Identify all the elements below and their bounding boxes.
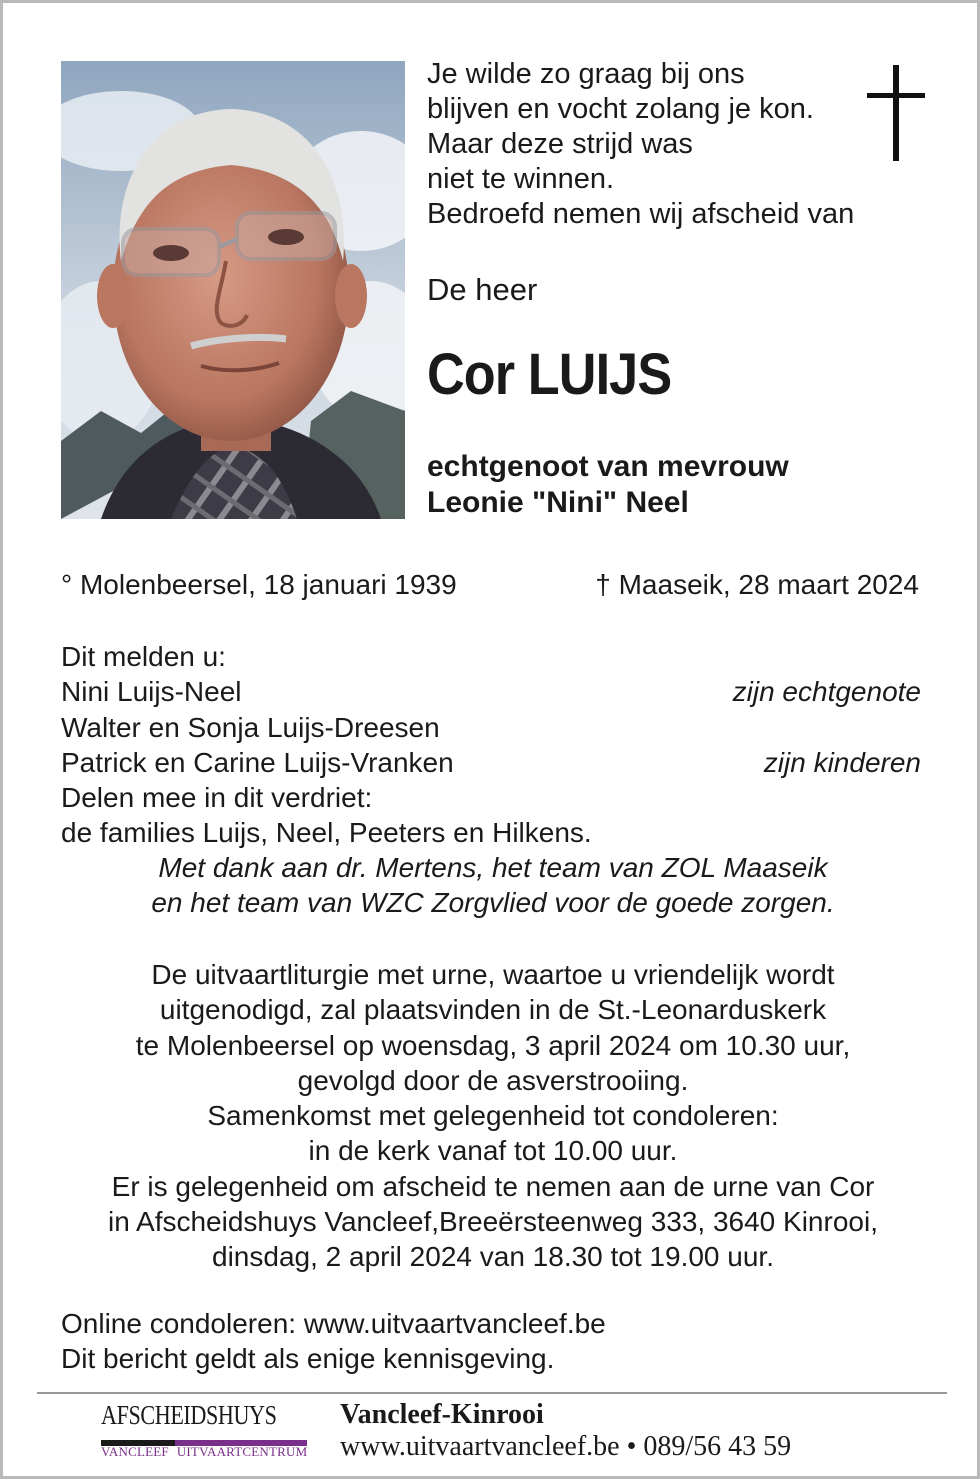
thanks-line: Met dank aan dr. Mertens, het team van ZOL Maaseik: [158, 852, 828, 883]
service-line: Samenkomst met gelegenheid tot condoleren:: [207, 1100, 779, 1132]
poem-line: Maar deze strijd was: [427, 128, 693, 160]
service-line: in de kerk vanaf tot 10.00 uur.: [308, 1135, 678, 1167]
spouse-line: echtgenoot van mevrouw: [427, 450, 789, 483]
poem-line: niet te winnen.: [427, 163, 615, 195]
family-role: zijn kinderen: [763, 746, 921, 778]
poem-line: Je wilde zo graag bij ons: [427, 58, 745, 90]
deceased-name: Cor LUIJS: [427, 342, 672, 407]
spouse-line: Leonie "Nini" Neel: [427, 486, 689, 519]
logo-subline: [101, 1433, 307, 1460]
family-member: Walter en Sonja Luijs-Dreesen: [61, 711, 440, 743]
family-role: zijn echtgenote: [732, 676, 921, 708]
service-line: te Molenbeersel op woensdag, 3 april 2024 om 10.30 uur,: [135, 1029, 851, 1061]
families-line: de families Luijs, Neel, Peeters en Hilkens.: [61, 817, 592, 849]
death-info: † Maaseik, 28 maart 2024: [595, 569, 919, 600]
family-section: [61, 639, 921, 851]
share-intro: Delen mee in dit verdriet:: [61, 782, 373, 814]
family-member: Patrick en Carine Luijs-Vranken: [61, 746, 454, 778]
spouse-info: [427, 449, 789, 521]
service-line: Er is gelegenheid om afscheid te nemen aan de urne van Cor: [111, 1170, 875, 1202]
service-line: De uitvaartliturgie met urne, waartoe u vriendelijk wordt: [151, 959, 835, 990]
logo-wordmark: AFSCHEIDSHUYS: [101, 1400, 277, 1430]
birth-info: ° Molenbeersel, 18 januari 1939: [61, 569, 457, 600]
family-row: [61, 674, 921, 709]
logo-sub-vancleef: VANCLEEF: [101, 1444, 169, 1459]
service-details: [3, 957, 980, 1275]
thanks-line: en het team van WZC Zorgvlied voor de goede zorgen.: [151, 887, 835, 919]
poem: [427, 57, 897, 232]
cross-icon: [867, 65, 925, 161]
funeral-home-logo: [101, 1401, 313, 1460]
footer-contact: [340, 1399, 791, 1463]
online-condolence: Online condoleren: www.uitvaartvancleef.be: [61, 1308, 606, 1339]
family-row: [61, 710, 921, 745]
family-row: [61, 745, 921, 780]
notice-line: Dit bericht geldt als enige kennisgeving.: [61, 1343, 555, 1375]
service-line: uitgenodigd, zal plaatsvinden in de St.-Leonarduskerk: [159, 994, 827, 1026]
footer-divider: [37, 1392, 947, 1394]
service-line: in Afscheidshuys Vancleef,Breeërsteenweg 333, 3640 Kinrooi,: [108, 1206, 878, 1238]
website-phone: www.uitvaartvancleef.be • 089/56 43 59: [340, 1431, 792, 1462]
portrait-photo: [61, 61, 405, 519]
closing-notes: [61, 1306, 606, 1377]
family-intro: Dit melden u:: [61, 641, 226, 672]
family-member: Nini Luijs-Neel: [61, 676, 242, 708]
thanks-note: [3, 850, 980, 921]
honorific: De heer: [427, 272, 538, 307]
logo-sub-centrum: UITVAARTCENTRUM: [176, 1444, 308, 1459]
poem-line: Bedroefd nemen wij afscheid van: [427, 198, 855, 230]
service-line: gevolgd door de asverstrooiing.: [297, 1064, 689, 1096]
service-line: dinsdag, 2 april 2024 van 18.30 tot 19.00 uur.: [212, 1241, 774, 1273]
company-name: Vancleef-Kinrooi: [340, 1399, 544, 1430]
poem-line: blijven en vocht zolang je kon.: [427, 93, 814, 125]
